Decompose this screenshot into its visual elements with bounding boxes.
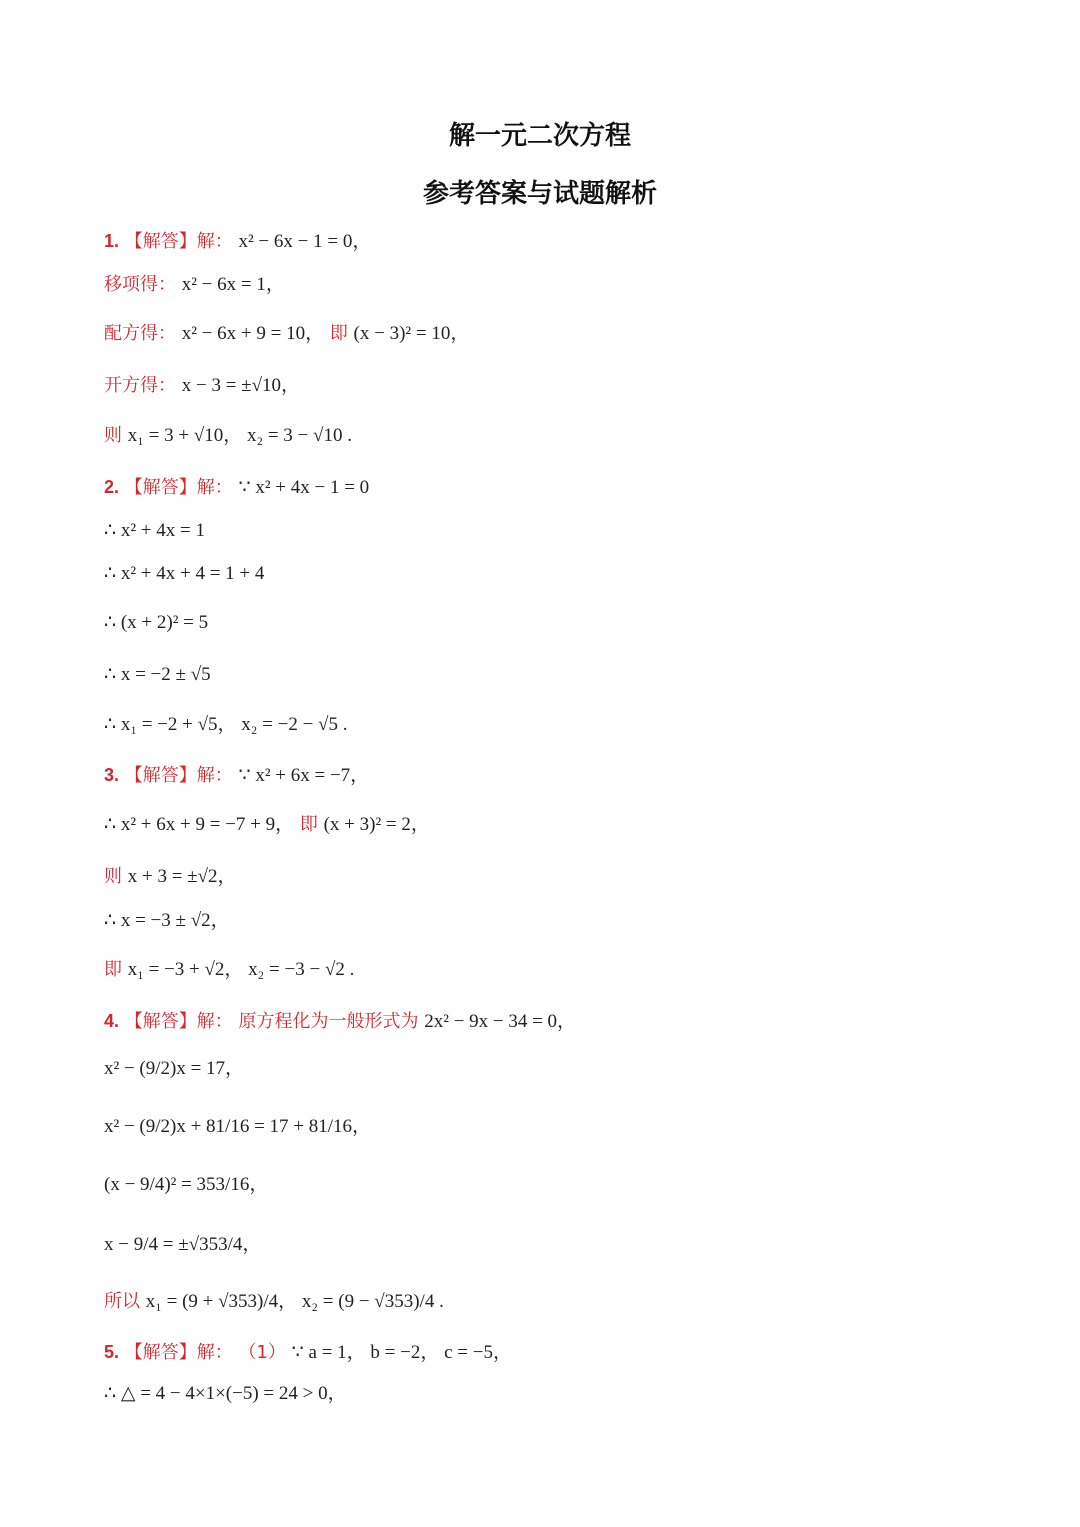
- q2-line-3-expr: ∴ (x + 2)² = 5: [104, 612, 209, 633]
- q2-line-4-expr: ∴ x = −2 ± √5: [104, 664, 211, 685]
- q1-step-root-expr: x − 3 = ±√10，: [181, 375, 301, 396]
- q4-number: 4.: [104, 1011, 120, 1031]
- q1-step-root-label: 开方得：: [104, 375, 176, 396]
- q1-solution-label: 则: [104, 425, 122, 446]
- q1-step-move-expr: x² − 6x = 1，: [181, 274, 285, 295]
- q5-header: [104, 1340, 512, 1365]
- q4-line-4: [104, 1233, 261, 1257]
- q2-line-5-expr: ∴ x₁ = −2 + √5， x₂ = −2 − √5 .: [104, 714, 348, 735]
- q3-line-4-expr: x₁ = −3 + √2， x₂ = −3 − √2 .: [127, 959, 355, 980]
- q5-equation: ∵ a = 1， b = −2， c = −5，: [291, 1342, 512, 1363]
- q4-line-4-expr: x − 9/4 = ±√353/4，: [104, 1234, 262, 1255]
- q1-number: 1.: [104, 231, 120, 251]
- q3-line-1-expr: ∴ x² + 6x + 9 = −7 + 9，: [104, 814, 295, 835]
- page-title: 解一元二次方程: [448, 121, 631, 151]
- q1-step-ji: 即: [329, 323, 348, 344]
- q4-line-3: [104, 1173, 268, 1197]
- q1-tag: 【解答】解：: [124, 231, 233, 252]
- q2-line-2-expr: ∴ x² + 4x + 4 = 1 + 4: [104, 563, 265, 584]
- q4-line-1-expr: x² − (9/2)x = 17，: [104, 1058, 245, 1079]
- q5-line-1-expr: ∴ △ = 4 − 4×1×(−5) = 24 > 0，: [104, 1383, 347, 1404]
- q2-equation: ∵ x² + 4x − 1 = 0: [238, 477, 370, 498]
- q3-line-4-label: 即: [104, 959, 122, 980]
- q3-line-1-ji: 即: [299, 814, 318, 835]
- q4-line-2-expr: x² − (9/2)x + 81/16 = 17 + 81/16，: [104, 1116, 372, 1137]
- q1-solution: [104, 424, 352, 448]
- q3-equation: ∵ x² + 6x = −7，: [238, 765, 370, 786]
- q4-tag: 【解答】解：: [124, 1011, 233, 1032]
- q2-line-5: [104, 713, 347, 737]
- q4-line-5-expr: x₁ = (9 + √353)/4， x₂ = (9 − √353)/4 .: [145, 1291, 444, 1312]
- q4-equation: 2x² − 9x − 34 = 0，: [424, 1011, 577, 1032]
- q1-step-root: [104, 374, 300, 398]
- q1-header: [104, 229, 371, 254]
- q1-step-square-form: (x − 3)² = 10，: [353, 323, 470, 344]
- q4-intro: 原方程化为一般形式为: [238, 1011, 419, 1032]
- q1-step-complete-expr: x² − 6x + 9 = 10，: [181, 323, 325, 344]
- q3-line-4: [104, 958, 354, 982]
- q2-tag: 【解答】解：: [124, 477, 233, 498]
- q1-step-complete-square: [104, 322, 469, 346]
- q3-line-1: [104, 813, 430, 837]
- q2-line-2: [104, 562, 264, 586]
- q5-line-1: [104, 1382, 347, 1406]
- q2-number: 2.: [104, 477, 120, 497]
- q1-solution-expr: x₁ = 3 + √10， x₂ = 3 − √10 .: [127, 425, 352, 446]
- q3-tag: 【解答】解：: [124, 765, 233, 786]
- q2-line-4: [104, 663, 211, 687]
- q4-line-2: [104, 1115, 371, 1139]
- q5-number: 5.: [104, 1342, 120, 1362]
- q5-part: （1）: [238, 1342, 286, 1363]
- q2-line-1: [104, 519, 205, 543]
- q1-step-move-label: 移项得：: [104, 274, 176, 295]
- q3-line-3: [104, 909, 230, 933]
- q4-line-5: [104, 1290, 444, 1314]
- q2-header: [104, 475, 369, 500]
- q4-line-5-label: 所以: [104, 1291, 140, 1312]
- q3-line-2: [104, 865, 237, 889]
- page-subtitle: 参考答案与试题解析: [422, 179, 657, 209]
- q4-line-1: [104, 1057, 244, 1081]
- q3-line-1-square: (x + 3)² = 2，: [323, 814, 430, 835]
- q3-header: [104, 763, 369, 788]
- q2-line-1-expr: ∴ x² + 4x = 1: [104, 520, 205, 541]
- q1-step-move: [104, 273, 285, 297]
- q3-line-2-label: 则: [104, 866, 122, 887]
- q4-line-3-expr: (x − 9/4)² = 353/16，: [104, 1174, 269, 1195]
- q3-number: 3.: [104, 765, 120, 785]
- q5-tag: 【解答】解：: [124, 1342, 233, 1363]
- q3-line-2-expr: x + 3 = ±√2，: [127, 866, 237, 887]
- q4-header: [104, 1009, 576, 1034]
- q1-equation: x² − 6x − 1 = 0，: [238, 231, 372, 252]
- q1-step-complete-label: 配方得：: [104, 323, 176, 344]
- q2-line-3: [104, 611, 208, 635]
- q3-line-3-expr: ∴ x = −3 ± √2，: [104, 910, 230, 931]
